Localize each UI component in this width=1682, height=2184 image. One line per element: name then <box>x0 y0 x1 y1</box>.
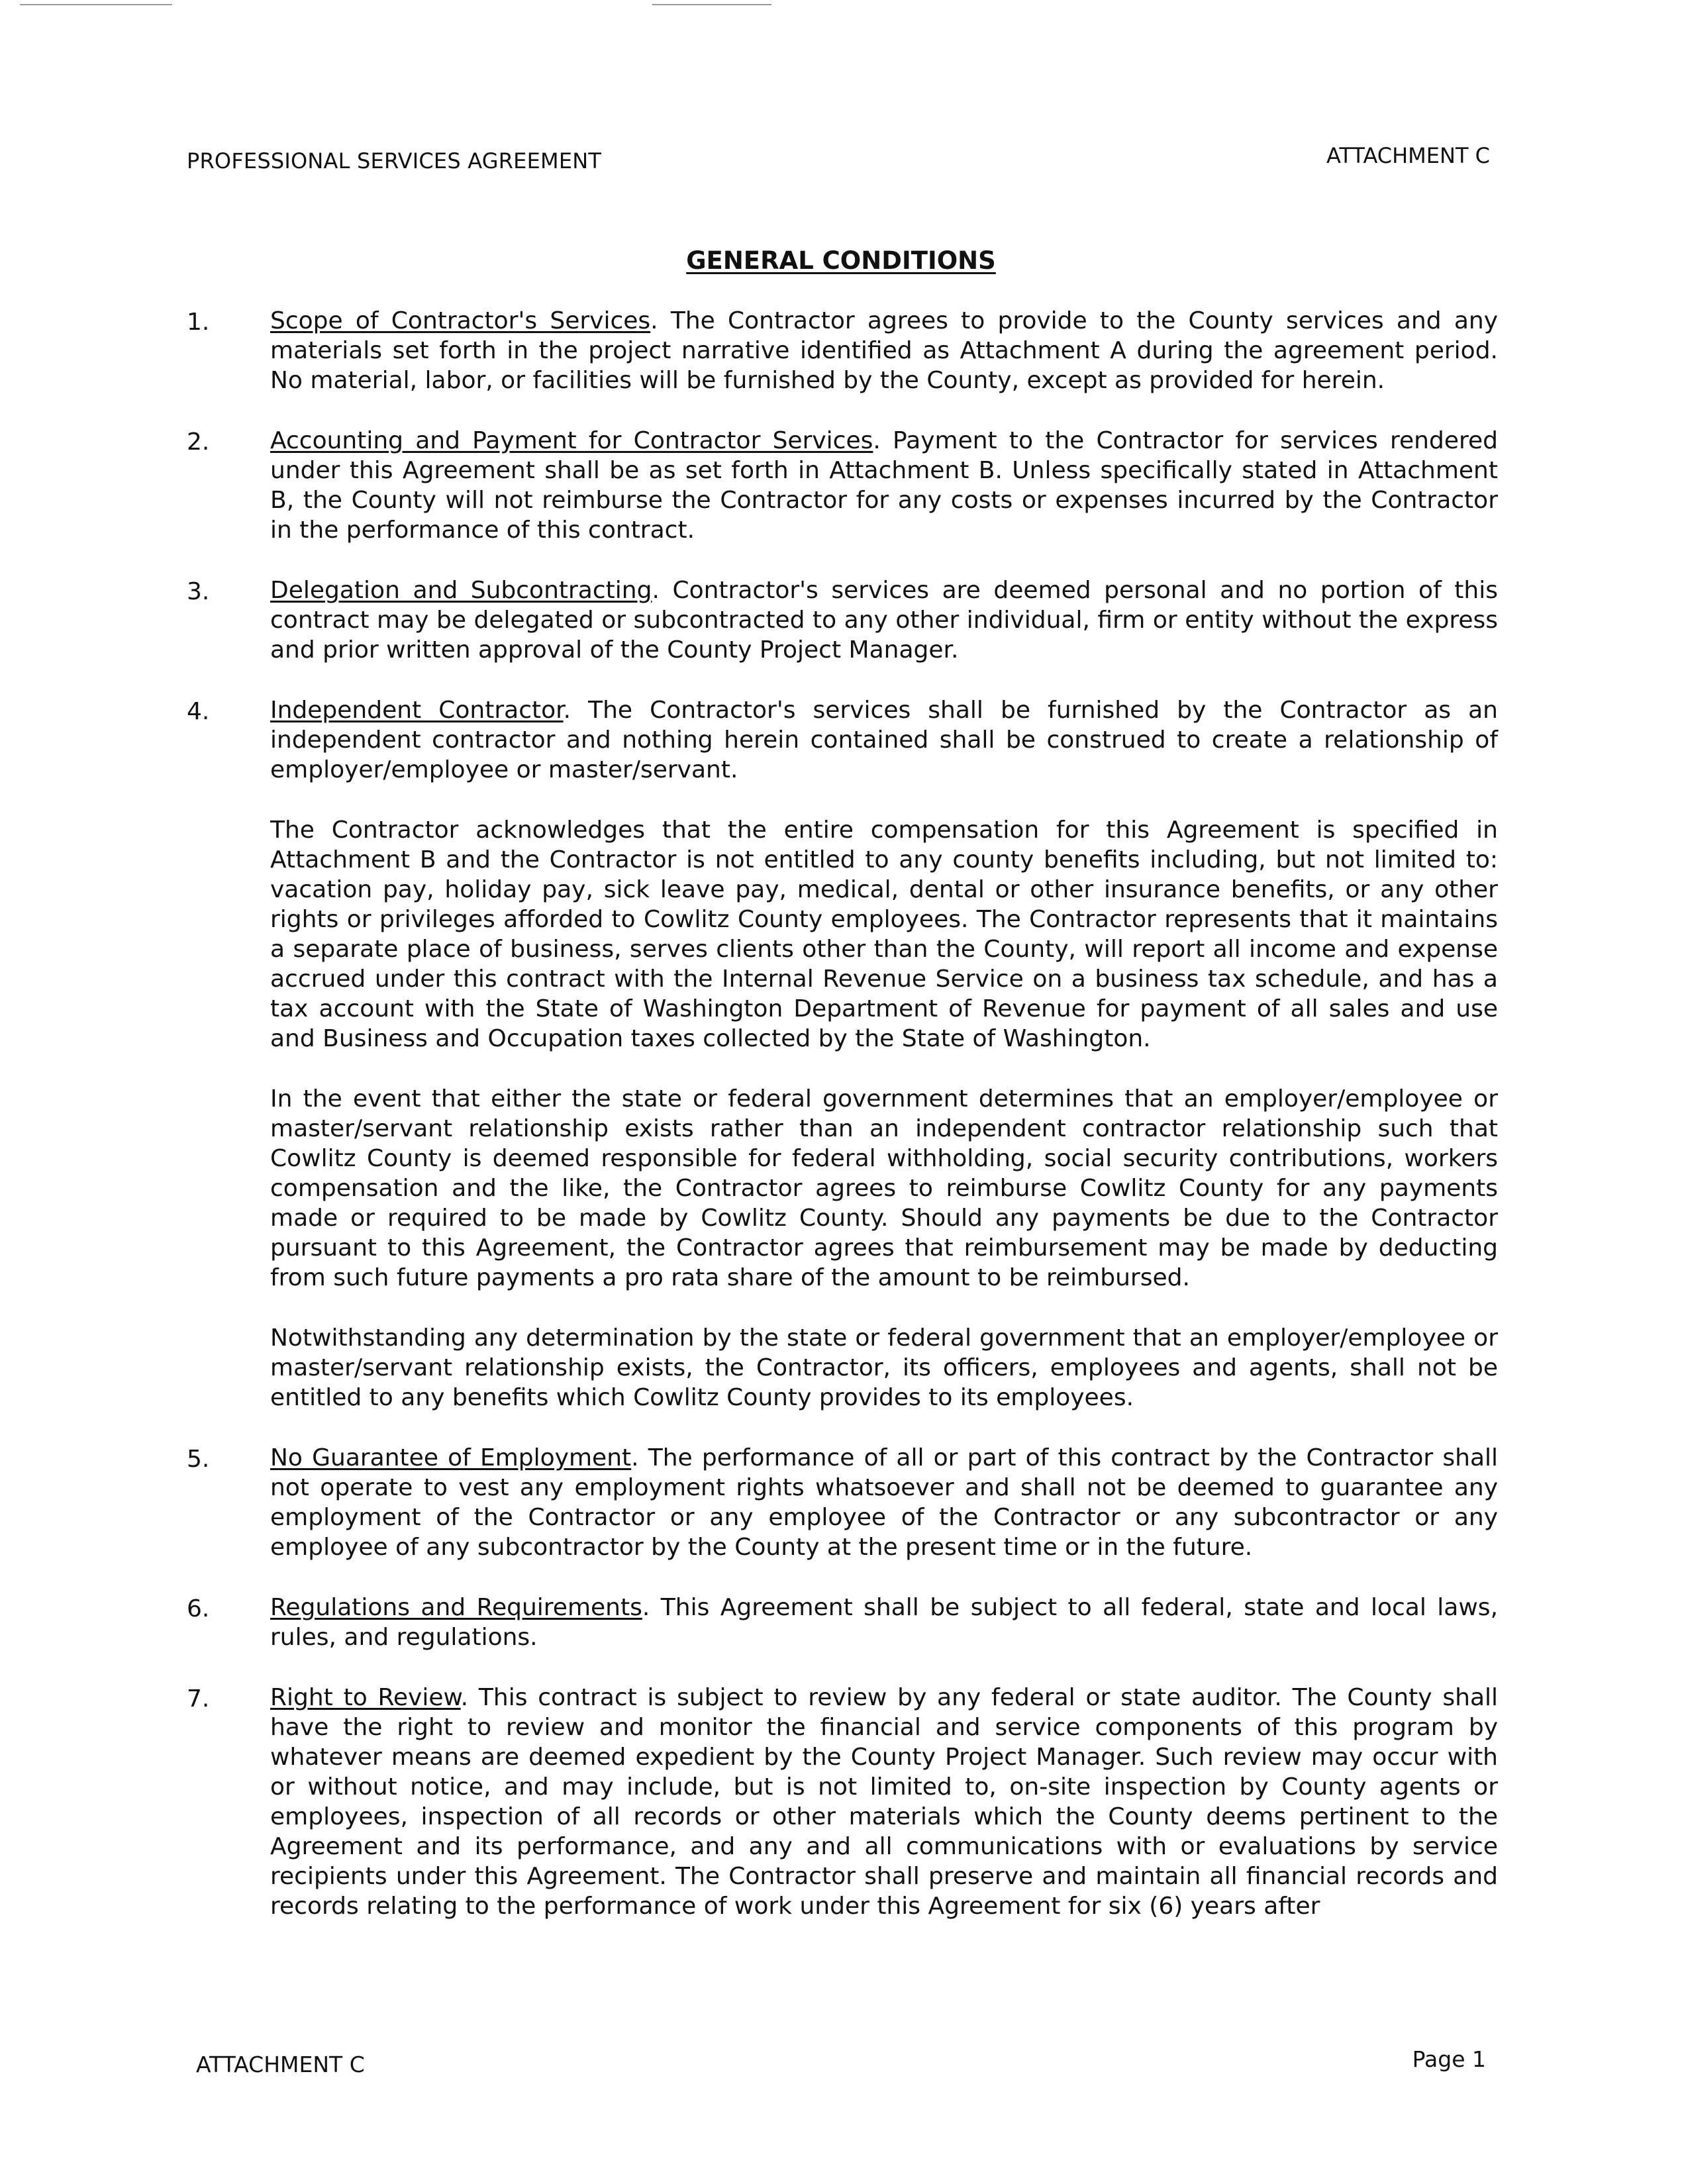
condition-item <box>187 575 1498 665</box>
condition-heading: No Guarantee of Employment <box>270 1444 632 1471</box>
condition-paragraph: In the event that either the state or federal government determines that an employer/employee or master/servant relationship exists rather than an independent contractor relationship such that Cowlitz County is deemed responsible for federal withholding, social security contributions, workers compensation and the like, the Contractor agrees to reimburse Cowlitz County for any payments made or required to be made by Cowlitz County. Should any payments be due to the Contractor pursuant to this Agreement, the Contractor agrees that reimbursement may be made by deducting from such future payments a pro rata share of the amount to be reimbursed. <box>270 1085 1498 1291</box>
condition-heading: Regulations and Requirements <box>270 1594 642 1621</box>
condition-paragraph: Notwithstanding any determination by the state or federal government that an employer/employee or master/servant relationship exists, the Contractor, its officers, employees and agents, shall not be entitled to any benefits which Cowlitz County provides to its employees. <box>270 1324 1498 1411</box>
header-agreement-title: PROFESSIONAL SERVICES AGREEMENT <box>187 148 602 174</box>
scan-artifact <box>652 4 771 5</box>
condition-text: Payment to the Contractor for services rendered under this Agreement shall be as set forth in Attachment B. Unless specifically stated in Attachment B, the County will not reimburse the Contractor for any costs or expenses incurred by the Contractor in the performance of this contract. <box>270 427 1498 544</box>
condition-number: 6. <box>187 1595 210 1622</box>
condition-text: This Agreement shall be subject to all federal, state and local laws, rules, and regulations. <box>270 1594 1499 1651</box>
condition-text: The Contractor agrees to provide to the County services and any materials set forth in the project narrative identified as Attachment A during the agreement period. No material, labor, or facilities will be furnished by the County, except as provided for herein. <box>270 307 1498 394</box>
condition-item <box>187 695 1498 1413</box>
condition-body <box>270 1683 1498 1921</box>
condition-text: This contract is subject to review by any federal or state auditor. The County shall have the right to review and monitor the financial and service components of this program by whatever means are deemed expedient by the County Project Manager. Such review may occur with or without notice, and may include, but is not limited to, on-site inspection by County agents or employees, inspection of all records or other materials which the County deems pertinent to the Agreement and its performance, and any and all communications with or evaluations by service recipients under this Agreement. The Contractor shall preserve and maintain all financial records and records relating to the performance of work under this Agreement for six (6) years after <box>270 1684 1499 1920</box>
condition-body <box>270 306 1498 395</box>
condition-text: The performance of all or part of this contract by the Contractor shall not operate to vest any employment rights whatsoever and shall not be deemed to guarantee any employment of the Contractor or any employee of the Contractor or any subcontractor or any employee of any subcontractor by the County at the present time or in the future. <box>270 1444 1499 1561</box>
condition-body <box>270 1593 1498 1652</box>
condition-text: The Contractor's services shall be furnished by the Contractor as an independent contractor and nothing herein contained shall be construed to create a relationship of employer/employee or master/servant. <box>270 697 1498 783</box>
condition-paragraph: Regulations and Requirements. This Agreement shall be subject to all federal, state and local laws, rules, and regulations. <box>270 1594 1499 1651</box>
condition-number: 3. <box>187 578 210 605</box>
page-title: GENERAL CONDITIONS <box>686 246 996 275</box>
scan-artifact <box>20 4 172 5</box>
condition-item <box>187 306 1498 395</box>
condition-body <box>270 1443 1498 1562</box>
condition-heading: Scope of Contractor's Services <box>270 307 651 334</box>
header-attachment-label: ATTACHMENT C <box>1326 143 1490 168</box>
condition-number: 2. <box>187 428 210 456</box>
condition-paragraph: No Guarantee of Employment. The performance of all or part of this contract by the Contractor shall not operate to vest any employment rights whatsoever and shall not be deemed to guarantee any employment of the Contractor or any employee of the Contractor or any subcontractor or any employee of any subcontractor by the County at the present time or in the future. <box>270 1444 1499 1561</box>
condition-body <box>270 575 1498 665</box>
condition-paragraph: Accounting and Payment for Contractor Services. Payment to the Contractor for services rendered under this Agreement shall be as set forth in Attachment B. Unless specifically stated in Attachment B, the County will not reimburse the Contractor for any costs or expenses incurred by the Contractor in the performance of this contract. <box>270 427 1498 544</box>
condition-item <box>187 1593 1498 1652</box>
condition-paragraph: The Contractor acknowledges that the entire compensation for this Agreement is specified in Attachment B and the Contractor is not entitled to any county benefits including, but not limited to: vacation pay, holiday pay, sick leave pay, medical, dental or other insurance benefits, or any other rights or privileges afforded to Cowlitz County employees. The Contractor represents that it maintains a separate place of business, serves clients other than the County, will report all income and expense accrued under this contract with the Internal Revenue Service on a business tax schedule, and has a tax account with the State of Washington Department of Revenue for payment of all sales and use and Business and Occupation taxes collected by the State of Washington. <box>270 817 1498 1052</box>
condition-number: 4. <box>187 698 210 725</box>
condition-paragraph: Delegation and Subcontracting. Contractor's services are deemed personal and no portion of this contract may be delegated or subcontracted to any other individual, firm or entity without the express and prior written approval of the County Project Manager. <box>270 577 1498 664</box>
condition-number: 5. <box>187 1446 210 1473</box>
condition-heading: Accounting and Payment for Contractor Services <box>270 427 873 454</box>
condition-body <box>270 426 1498 545</box>
page-number: Page 1 <box>1412 2046 1486 2072</box>
condition-item <box>187 1683 1498 1921</box>
condition-heading: Independent Contractor <box>270 697 564 724</box>
condition-text: Contractor's services are deemed personal and no portion of this contract may be delegated or subcontracted to any other individual, firm or entity without the express and prior written approval of the County Project Manager. <box>270 577 1498 664</box>
condition-number: 7. <box>187 1685 210 1712</box>
condition-number: 1. <box>187 309 210 336</box>
condition-paragraph: Right to Review. This contract is subject to review by any federal or state auditor. The County shall have the right to review and monitor the financial and service components of this program by whatever means are deemed expedient by the County Project Manager. Such review may occur with or without notice, and may include, but is not limited to, on-site inspection by County agents or employees, inspection of all records or other materials which the County deems pertinent to the Agreement and its performance, and any and all communications with or evaluations by service recipients under this Agreement. The Contractor shall preserve and maintain all financial records and records relating to the performance of work under this Agreement for six (6) years after <box>270 1684 1499 1920</box>
condition-item <box>187 1443 1498 1562</box>
footer-attachment-label: ATTACHMENT C <box>196 2052 365 2077</box>
condition-heading: Delegation and Subcontracting <box>270 577 652 604</box>
condition-item <box>187 426 1498 545</box>
condition-heading: Right to Review <box>270 1684 461 1711</box>
condition-body <box>270 695 1498 1413</box>
conditions-list <box>187 306 1498 1952</box>
condition-paragraph: Scope of Contractor's Services. The Contractor agrees to provide to the County services and any materials set forth in the project narrative identified as Attachment A during the agreement period. No material, labor, or facilities will be furnished by the County, except as provided for herein. <box>270 307 1498 394</box>
condition-paragraph: Independent Contractor. The Contractor's services shall be furnished by the Contractor as an independent contractor and nothing herein contained shall be construed to create a relationship of employer/employee or master/servant. <box>270 697 1498 783</box>
